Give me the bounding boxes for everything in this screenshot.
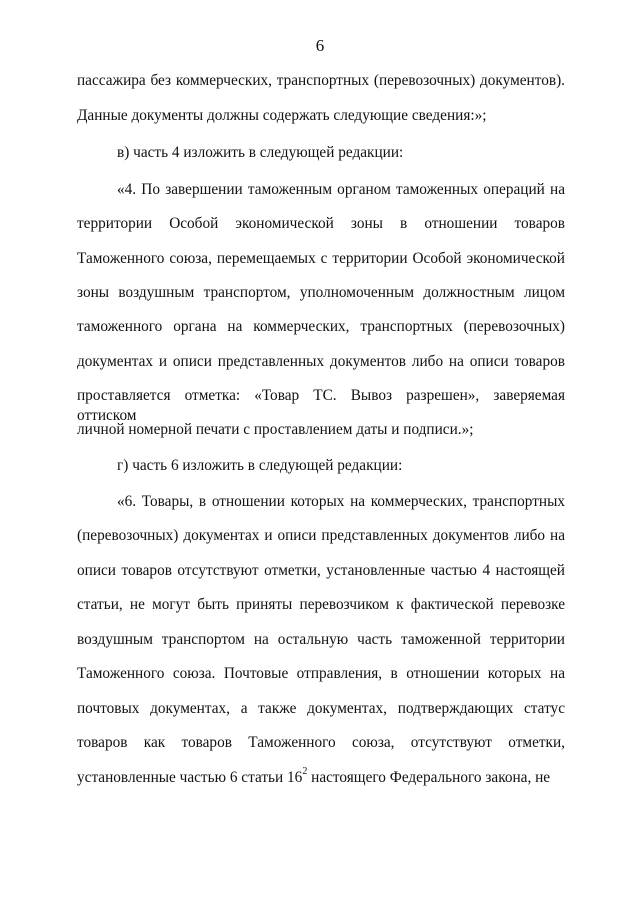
text-line: Данные документы должны содержать следующие сведения:»; <box>77 107 487 124</box>
paragraph-heading: в) часть 4 изложить в следующей редакции: <box>117 144 404 161</box>
text-line: (перевозочных) документах и описи представленных документов либо на <box>77 527 565 544</box>
text-fragment: установленные частью 6 статьи 16 <box>77 769 303 786</box>
page-number: 6 <box>315 36 325 55</box>
text-line: статьи, не могут быть приняты перевозчиком к фактической перевозке <box>77 596 565 613</box>
text-line: зоны воздушным транспортом, уполномоченным должностным лицом <box>77 284 565 301</box>
text-line: воздушным транспортом на остальную часть таможенной территории <box>77 631 565 648</box>
text-line: «6. Товары, в отношении которых на коммерческих, транспортных <box>117 493 565 510</box>
text-line: территории Особой экономической зоны в отношении товаров <box>77 215 565 232</box>
superscript: 2 <box>302 765 308 777</box>
text-line: пассажира без коммерческих, транспортных (перевозочных) документов). <box>77 72 565 89</box>
text-line: Таможенного союза. Почтовые отправления, в отношении которых на <box>77 665 565 682</box>
text-line: описи товаров отсутствуют отметки, установленные частью 4 настоящей <box>77 562 565 579</box>
text-line: товаров как товаров Таможенного союза, отсутствуют отметки, <box>77 734 565 751</box>
text-line: документах и описи представленных документов либо на описи товаров <box>77 353 565 370</box>
text-fragment: настоящего Федерального закона, не <box>307 769 551 786</box>
text-line: почтовых документах, а также документах, подтверждающих статус <box>77 700 565 717</box>
paragraph-heading: г) часть 6 изложить в следующей редакции: <box>117 457 403 474</box>
text-line: Таможенного союза, перемещаемых с территории Особой экономической <box>77 250 565 267</box>
text-line: таможенного органа на коммерческих, транспортных (перевозочных) <box>77 318 565 335</box>
text-line: «4. По завершении таможенным органом таможенных операций на <box>117 181 565 198</box>
text-line-with-superscript <box>77 765 565 788</box>
text-line: проставляется отметка: «Товар ТС. Вывоз разрешен», заверяемая оттиском <box>77 387 565 424</box>
text-line: личной номерной печати с проставлением даты и подписи.»; <box>77 421 474 438</box>
